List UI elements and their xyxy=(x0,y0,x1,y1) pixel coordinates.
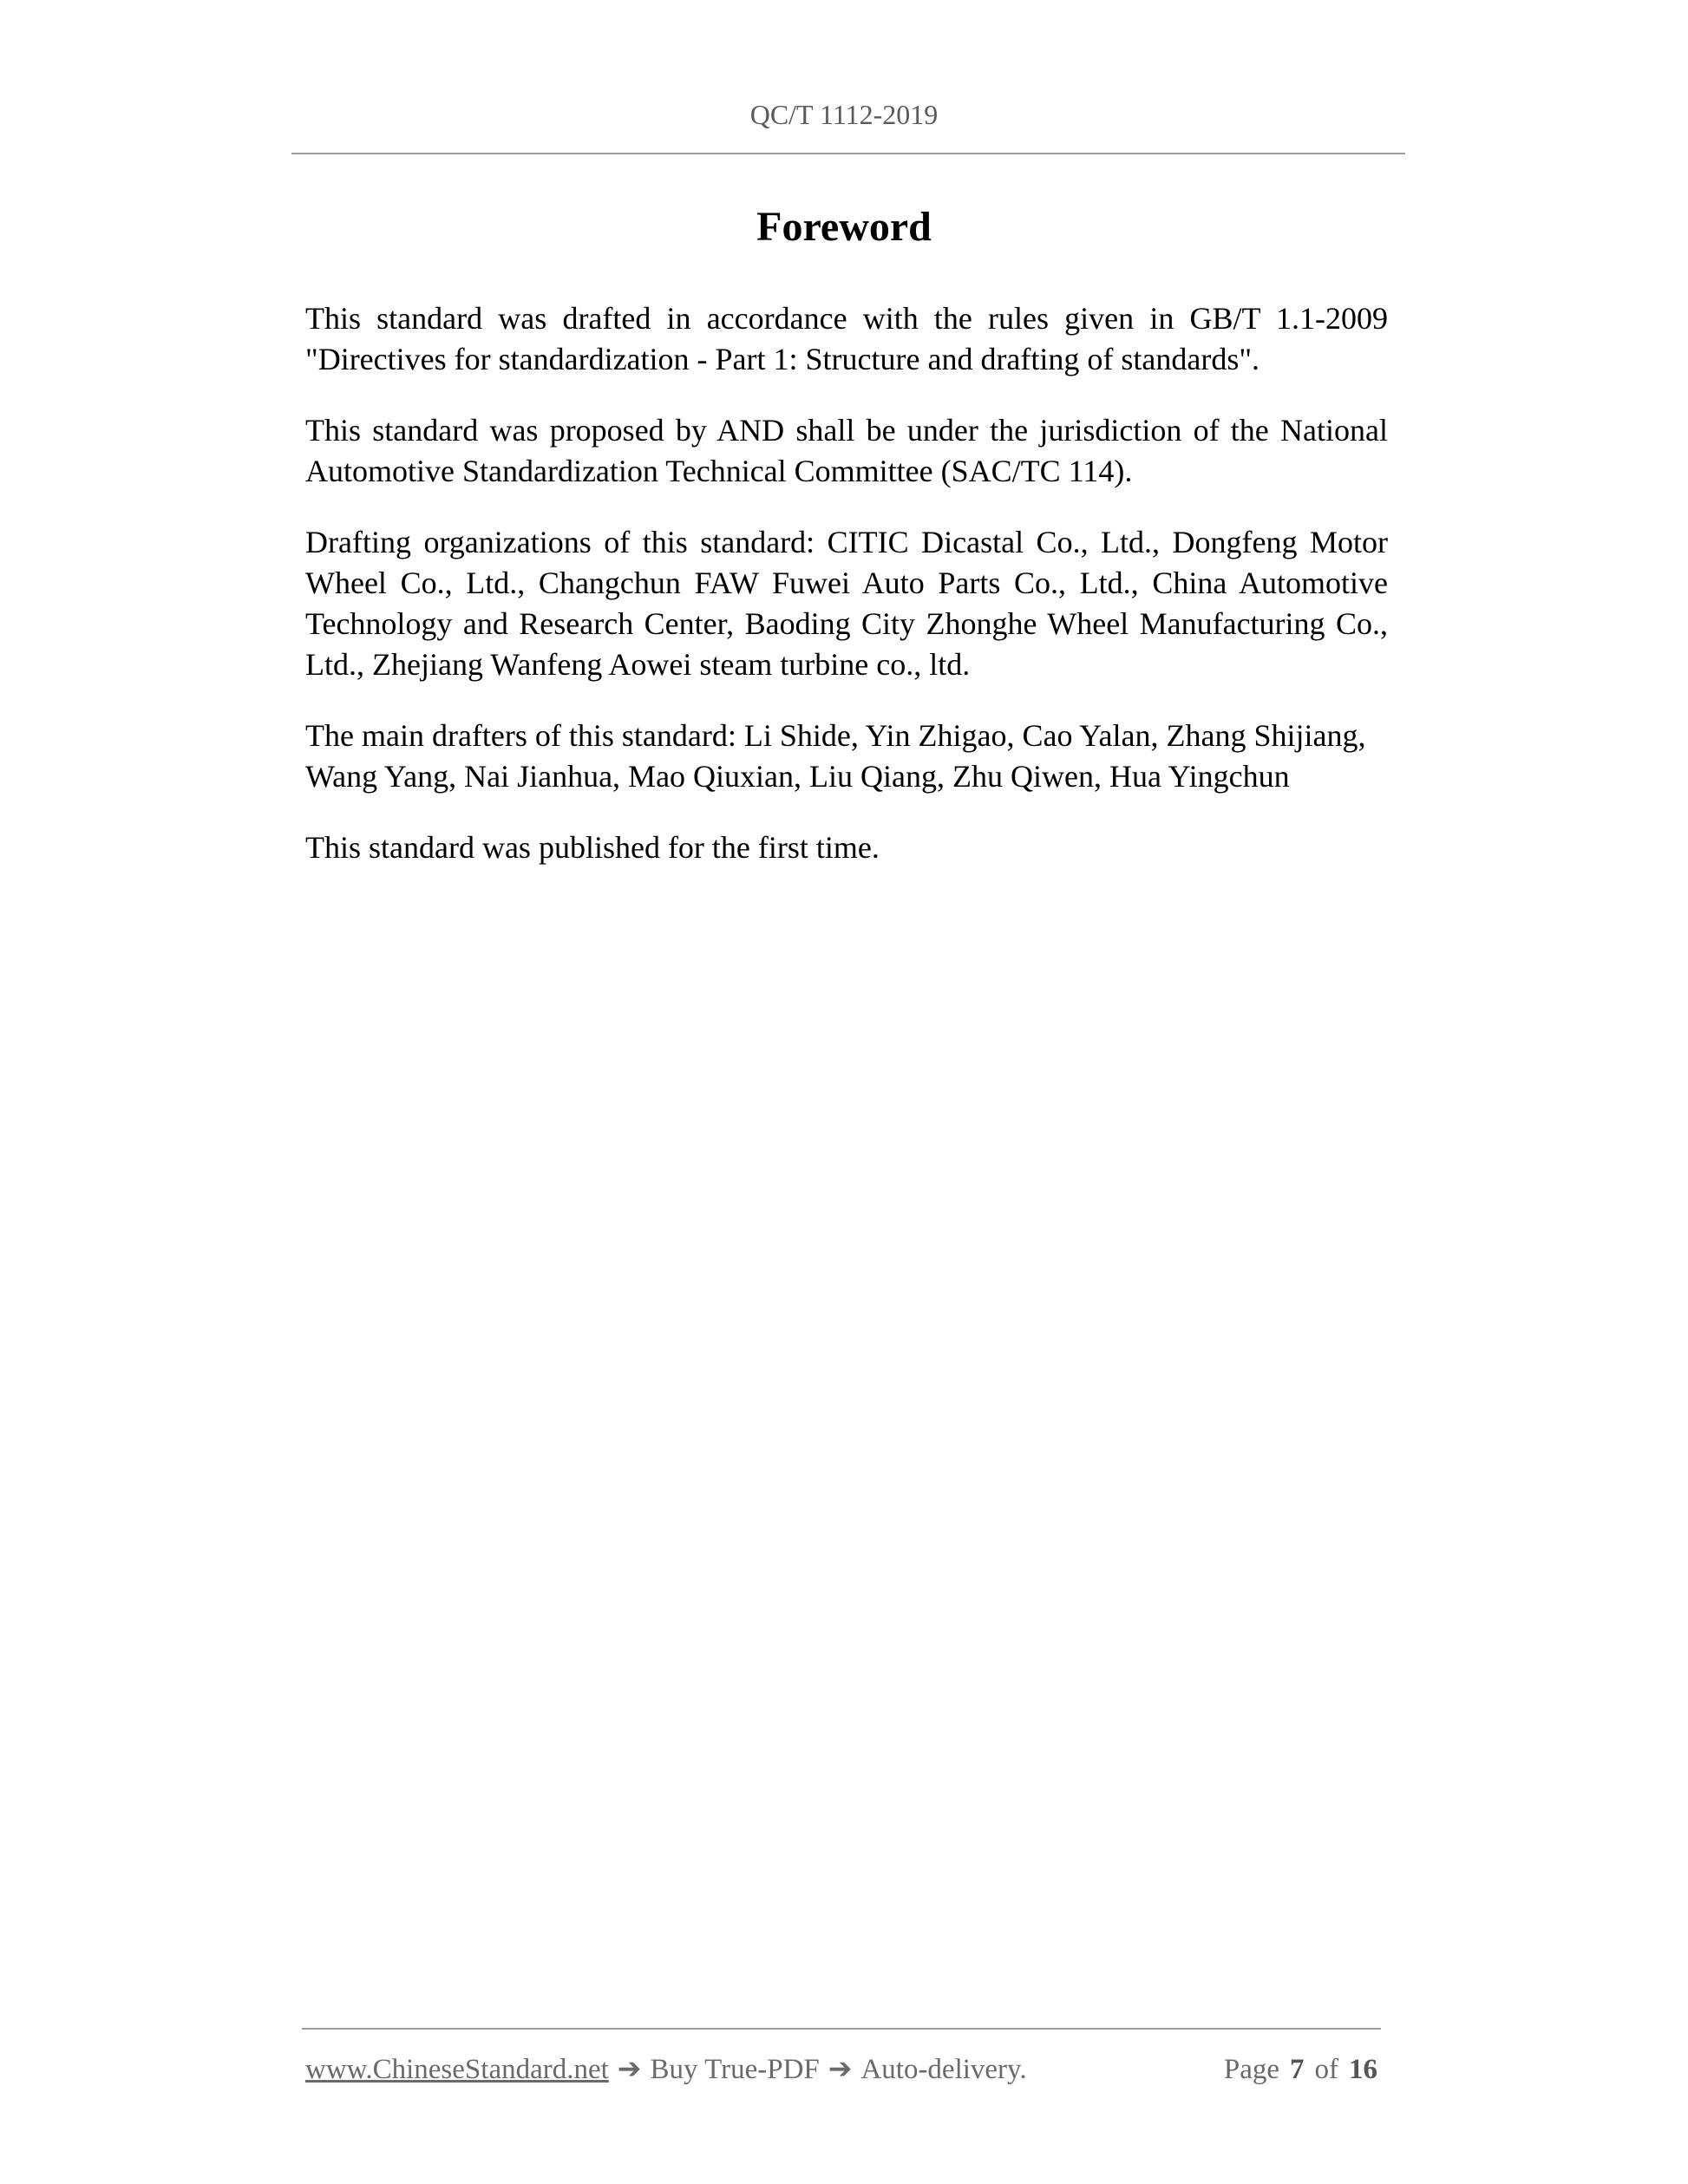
total-page-count: 16 xyxy=(1349,2054,1377,2085)
paragraph-jurisdiction: This standard was proposed by AND shall be under the jurisdiction of the National Automotive Standardization Technical Committee (SAC/TC 114). xyxy=(305,413,1388,488)
page-number xyxy=(1224,2050,1377,2089)
paragraph-drafting-organizations: Drafting organizations of this standard: CITIC Dicastal Co., Ltd., Dongfeng Motor Wheel Co., Ltd., Changchun FAW Fuwei Auto Parts Co., Ltd., China Automotive Technology and Research Center, Baoding City Zhonghe Wheel Manufacturing Co., Ltd., Zhejiang Wanfeng Aowei steam turbine co., ltd. xyxy=(305,525,1388,682)
buy-true-pdf-text: Buy True-PDF xyxy=(650,2054,820,2085)
header-doc-code: QC/T 1112-2019 xyxy=(749,99,939,130)
paragraph-drafting-rules: This standard was drafted in accordance with the rules given in GB/T 1.1-2009 "Directives for standardization - Part 1: Structure and drafting of standards". xyxy=(305,301,1388,376)
page-title: Foreword xyxy=(756,204,932,250)
page-word: Page xyxy=(1223,2054,1279,2085)
footer-promo xyxy=(305,2050,1027,2089)
current-page-number: 7 xyxy=(1290,2054,1305,2085)
auto-delivery-text: Auto-delivery. xyxy=(860,2054,1027,2085)
foreword-body xyxy=(305,298,1388,899)
header-divider xyxy=(291,153,1405,154)
paragraph-main-drafters: The main drafters of this standard: Li Shide, Yin Zhigao, Cao Yalan, Zhang Shijiang, Wang Yang, Nai Jianhua, Mao Qiuxian, Liu Qiang, Zhu Qiwen, Hua Yingchun xyxy=(305,718,1366,794)
footer-divider xyxy=(302,2028,1381,2030)
of-word: of xyxy=(1314,2054,1338,2085)
arrow-right-icon: ➔ xyxy=(617,2054,642,2085)
arrow-right-icon: ➔ xyxy=(828,2054,853,2085)
site-link[interactable]: www.ChineseStandard.net xyxy=(305,2054,609,2085)
paragraph-first-publication: This standard was published for the first time. xyxy=(305,830,880,865)
